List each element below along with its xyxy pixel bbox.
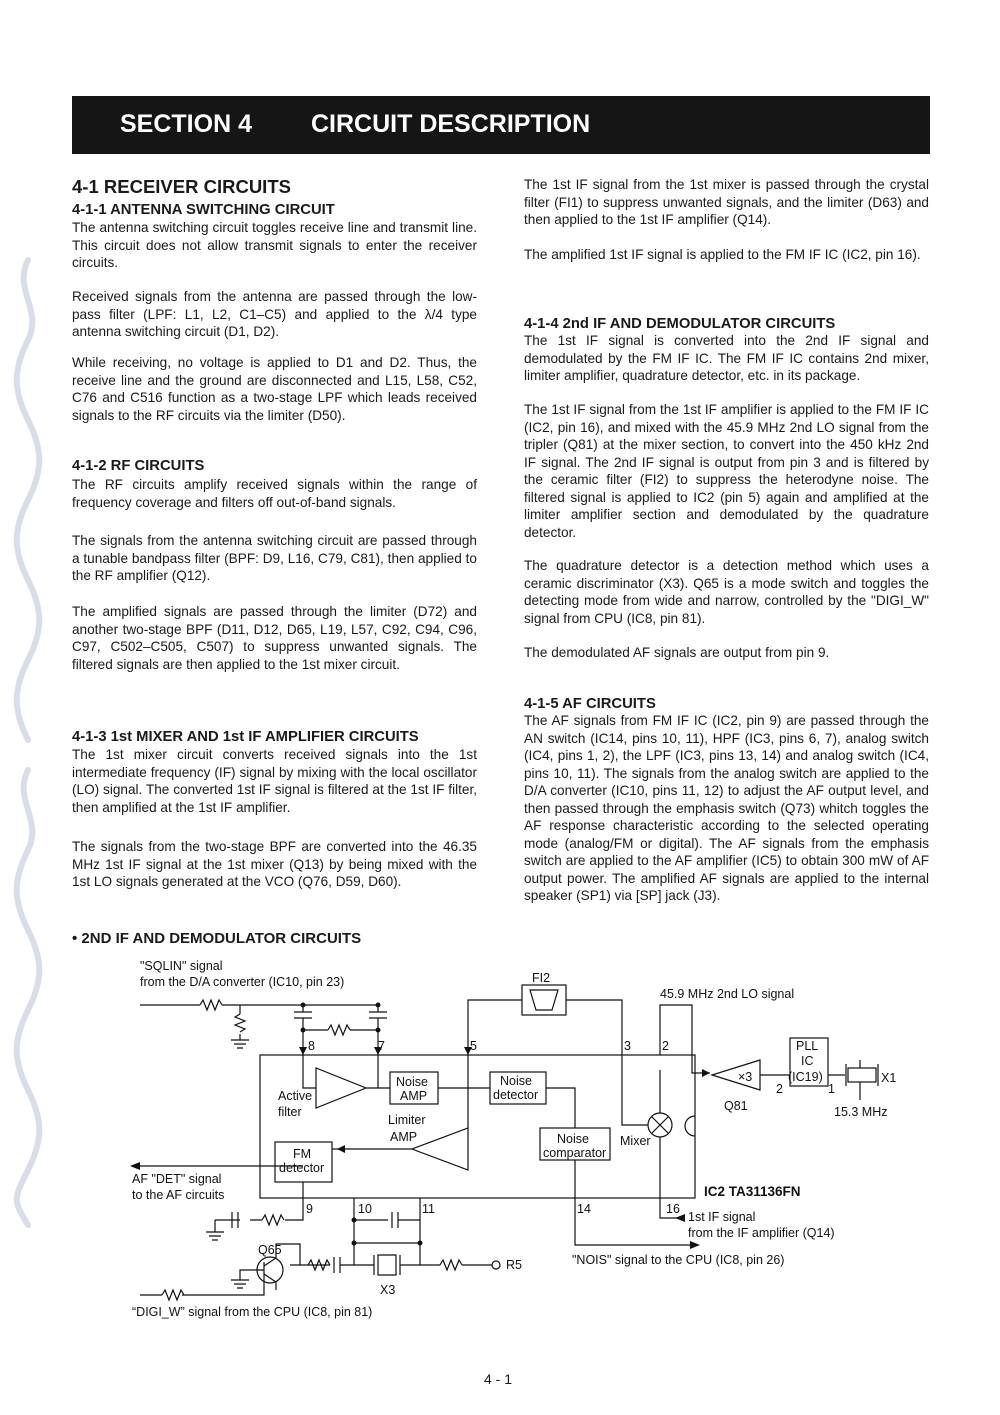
paragraph: While receiving, no voltage is applied to D1 and D2. Thus, the receive line and the ground are disconnected and L15, L58, C52, C76 and C516 function as a two-stage LPF which leads received signals to the RF circuits via the limiter (D50). — [72, 355, 477, 423]
pin-16: 16 — [666, 1202, 680, 1216]
page-number: 4 - 1 — [484, 1371, 513, 1387]
label-1st-if: 1st IF signal — [688, 1210, 756, 1224]
label-x3-multiplier: ×3 — [738, 1070, 753, 1084]
heading-af-circuits: 4-1-5 AF CIRCUITS — [524, 696, 656, 712]
label-noise-detector-2: detector — [493, 1088, 539, 1102]
label-q81: Q81 — [724, 1099, 748, 1113]
heading-antenna-switching: 4-1-1 ANTENNA SWITCHING CIRCUIT — [72, 202, 335, 218]
x1-crystal — [848, 1068, 876, 1082]
resistor — [262, 1215, 284, 1225]
label-limiter: Limiter — [388, 1113, 426, 1127]
label-af-det: AF "DET" signal — [132, 1172, 222, 1186]
label-fm-detector: detector — [279, 1161, 325, 1175]
pin-7: 7 — [378, 1039, 385, 1053]
paragraph: The 1st IF signal from the 1st mixer is passed through the crystal filter (FI1) to suppress unwanted signals, and the limiter (D63) and then applied to the 1st IF amplifier (Q14). — [524, 177, 929, 227]
label-filter: filter — [278, 1105, 302, 1119]
label-digi-w: “DIGI_W” signal from the CPU (IC8, pin 81) — [132, 1305, 373, 1319]
label-active: Active — [278, 1089, 313, 1103]
label-fm: FM — [293, 1147, 312, 1161]
heading-receiver-circuits: 4-1 RECEIVER CIRCUITS — [72, 176, 291, 197]
label-limiter-amp: AMP — [390, 1130, 418, 1144]
circuit-diagram — [0, 950, 1000, 1330]
label-pll-ic: IC — [801, 1054, 814, 1068]
heading-2nd-if: 4-1-4 2nd IF AND DEMODULATOR CIRCUITS — [524, 316, 836, 332]
pin-5: 5 — [470, 1039, 477, 1053]
paragraph: The RF circuits amplify received signals within the range of frequency coverage and filters off out-of-band signals. — [72, 477, 477, 510]
label-noise-detector: Noise — [500, 1074, 532, 1088]
paragraph: The 1st IF signal from the 1st IF amplifier is applied to the FM IF IC (IC2, pin 16), and mixed with the 45.9 MHz 2nd LO signal from the tripler (Q81) at the mixer section, to convert into the 450 kHz 2nd IF signal. The 2nd IF signal is output from pin 3 and is filtered by the ceramic filter (FI2) to suppress the heterodyne noise. The filtered signal is applied to IC2 (pin 5) again and amplified at the limiter amplifier section and demodulated by the quadrature detector. — [524, 402, 929, 540]
ic2-package — [260, 1055, 695, 1198]
label-nois: "NOIS" signal to the CPU (IC8, pin 26) — [572, 1253, 785, 1267]
pin-14: 14 — [577, 1202, 591, 1216]
r5-terminal — [492, 1261, 500, 1269]
label-q65: Q65 — [258, 1243, 282, 1257]
limiter-amp — [412, 1128, 468, 1170]
paragraph: Received signals from the antenna are passed through the low-pass filter (LPF: L1, L2, C1–C5) and applied to the λ/4 type antenna switching circuit (D1, D2). — [72, 289, 477, 339]
label-noise-comparator: Noise — [557, 1132, 589, 1146]
paragraph: The demodulated AF signals are output from pin 9. — [524, 645, 830, 660]
paragraph: The signals from the two-stage BPF are converted into the 46.35 MHz 1st IF signal at the 1st mixer (Q13) by being mixed with the 1st LO signals generated at the VCO (Q76, D59, D60). — [72, 839, 477, 889]
label-2nd-lo: 45.9 MHz 2nd LO signal — [660, 987, 795, 1001]
label-noise-comparator-2: comparator — [543, 1146, 607, 1160]
pin-10: 10 — [358, 1202, 372, 1216]
section-header — [72, 96, 930, 154]
label-ic2: IC2 TA31136FN — [704, 1184, 801, 1199]
label-ic19: (IC19) — [788, 1070, 823, 1084]
label-noise-amp-2: AMP — [400, 1089, 428, 1103]
pin-8: 8 — [308, 1039, 315, 1053]
resistor — [200, 1000, 222, 1010]
label-pin2-pll: 2 — [776, 1082, 783, 1096]
label-pin1-pll: 1 — [828, 1082, 835, 1096]
label-mixer: Mixer — [620, 1134, 651, 1148]
label-x1-freq: 15.3 MHz — [834, 1105, 888, 1119]
q81-tripler — [712, 1060, 760, 1090]
paragraph: The amplified signals are passed through the limiter (D72) and another two-stage BPF (D11, D12, D65, L19, L57, C92, C94, C96, C97, C502–C505, C507) to suppress unwanted signals. The filtered signals are then applied to the 1st mixer circuit. — [72, 604, 477, 672]
heading-rf-circuits: 4-1-2 RF CIRCUITS — [72, 458, 205, 474]
section-number: SECTION 4 — [120, 110, 252, 138]
label-fi2: FI2 — [532, 971, 551, 985]
pin-2: 2 — [662, 1039, 669, 1053]
paragraph: The quadrature detector is a detection method which uses a ceramic discriminator (X3). Q65 is a mode switch and toggles the detecting mode from wide and narrow, controlled by the "DIGI_W" signal from CPU (IC8, pin 81). — [524, 558, 929, 626]
resistor — [440, 1260, 462, 1270]
paragraph: The AF signals from FM IF IC (IC2, pin 9) are passed through the AN switch (IC14, pins 10, 11), HPF (IC3, pins 6, 7), analog switch (IC4, pins 1, 2), the LPF (IC3, pins 13, 14) and analog switch (IC4, pins 10, 11). The signals from the analog switch are applied to the D/A converter (IC10, pins 11, 12) to adjust the AF output level, and then passed through the emphasis switch (Q73) whitch toggles the AF response characteristic according to the selected operating mode (analog/FM or digital). The AF signals from the emphasis switch are applied to the AF amplifier (IC5) to obtain 300 mW of AF output power. The amplified AF signals are applied to the internal speaker (SP1) via [SP] jack (J3). — [524, 713, 929, 903]
label-noise-amp: Noise — [396, 1075, 428, 1089]
paragraph: The antenna switching circuit toggles receive line and transmit line. This circuit does not allow transmit signals to enter the receiver circuits. — [72, 220, 477, 270]
pin-9: 9 — [306, 1202, 313, 1216]
pin-11: 11 — [422, 1202, 435, 1216]
label-x1: X1 — [881, 1071, 897, 1085]
label-r5: R5 — [506, 1258, 522, 1272]
resistor — [328, 1025, 350, 1035]
label-1st-if-source: from the IF amplifier (Q14) — [688, 1226, 835, 1240]
heading-1st-mixer: 4-1-3 1st MIXER AND 1st IF AMPLIFIER CIRCUITS — [72, 729, 419, 745]
paragraph: The amplified 1st IF signal is applied to the FM IF IC (IC2, pin 16). — [524, 247, 921, 262]
paragraph: The 1st mixer circuit converts received signals into the 1st intermediate frequency (IF) signal by mixing with the local oscillator (LO) signal. The converted 1st IF signal is filtered at the 1st IF filter, then amplified at the 1st IF amplifier. — [72, 747, 477, 815]
figure-title: • 2ND IF AND DEMODULATOR CIRCUITS — [72, 930, 362, 947]
paragraph: The 1st IF signal is converted into the 2nd IF signal and demodulated by the FM IF IC. The FM IF IC contains 2nd mixer, limiter amplifier, quadrature detector, etc. in its package. — [524, 333, 929, 383]
resistor — [235, 1014, 245, 1032]
label-sqlin-source: from the D/A converter (IC10, pin 23) — [140, 975, 345, 989]
label-af-det-dest: to the AF circuits — [132, 1188, 225, 1202]
label-sqlin: "SQLIN" signal — [140, 959, 223, 973]
resistor — [162, 1290, 184, 1300]
active-filter-amp — [316, 1068, 366, 1108]
paragraph: The signals from the antenna switching circuit are passed through a tunable bandpass filter (BPF: D9, L16, C79, C81), then applied to the RF amplifier (Q12). — [72, 533, 477, 583]
label-pll: PLL — [796, 1039, 819, 1053]
label-x3: X3 — [380, 1283, 396, 1297]
pin-3: 3 — [624, 1039, 631, 1053]
section-title: CIRCUIT DESCRIPTION — [311, 110, 591, 138]
